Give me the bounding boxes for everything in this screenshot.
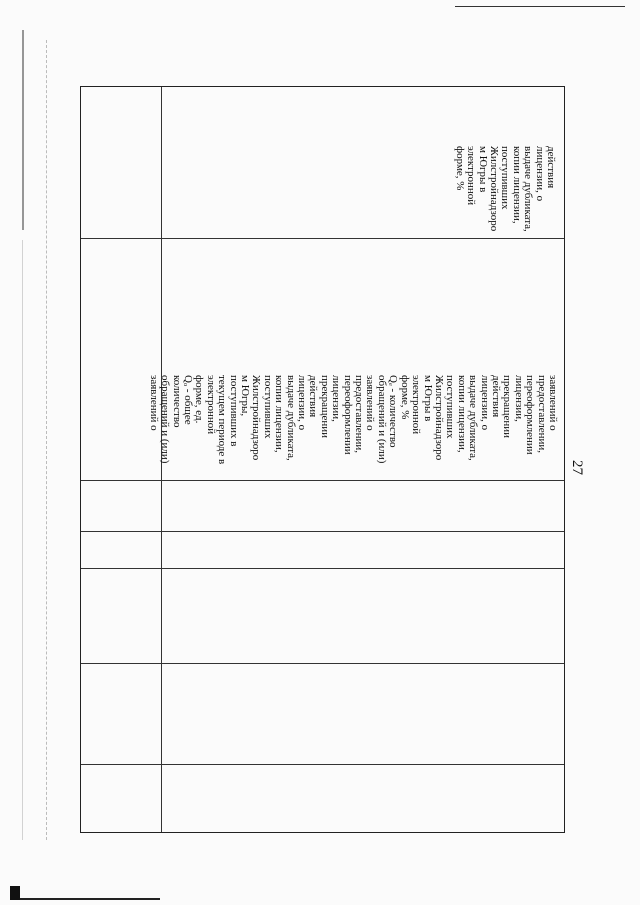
table-cell-formula-description (147, 375, 558, 464)
cell-text-line: копии лицензии, (273, 375, 286, 453)
cell-text-line: м Югры, (239, 375, 252, 417)
cell-text-line: обращений и (или) (159, 375, 172, 464)
page-number: 27 (569, 460, 585, 475)
cell-text-line: электронной (465, 146, 478, 206)
cell-text-line: заявлений о (547, 375, 559, 431)
cell-text-line: выдаче дубликата, (522, 146, 535, 232)
cell-text-line: Qₒ - общее (182, 375, 194, 425)
table-row-divider (81, 531, 564, 532)
table-row-divider (81, 480, 564, 481)
cell-text-line: м Югры в (421, 375, 434, 422)
scan-artifact-dashed (46, 40, 48, 840)
table-row-divider (81, 663, 564, 664)
table-cell-indicator-name (453, 146, 556, 232)
cell-text-line: выдаче дубликата, (467, 375, 480, 461)
cell-text-line: предоставлении, (535, 375, 548, 454)
cell-text-line: заявлений о (147, 375, 160, 431)
cell-text-line: переоформлении (524, 375, 537, 455)
cell-text-line: выдаче дубликата, (284, 375, 297, 461)
cell-text-line: поступивших (444, 375, 457, 439)
cell-text-line: форме, % (453, 146, 466, 191)
cell-text-line: Жилстройнадзоро (487, 146, 500, 232)
table-row-divider (81, 764, 564, 765)
cell-text-line: действия (489, 375, 502, 418)
table-row-divider (81, 568, 564, 569)
cell-text-line: форме, % (398, 375, 411, 420)
cell-text-line: лицензии, (512, 375, 525, 422)
cell-text-line: количество (170, 375, 183, 428)
cell-text-line: прекращении (501, 375, 514, 439)
cell-text-line: действия (545, 146, 557, 189)
cell-text-line: переоформлении (341, 375, 354, 455)
scan-artifact-left (22, 30, 24, 230)
cell-text-line: лицензии, о (296, 375, 309, 431)
cell-text-line: заявлений о (364, 375, 377, 431)
cell-text-line: лицензии, о (533, 146, 546, 202)
cell-text-line: обращений и (или) (375, 375, 388, 464)
scan-artifact-bottom-line (20, 898, 160, 900)
cell-text-line: копии лицензии, (455, 375, 468, 453)
cell-text-line: лицензии, (330, 375, 343, 422)
cell-text-line: прекращении (318, 375, 331, 439)
cell-text-line: лицензии, о (478, 375, 491, 431)
cell-text-line: текущем периоде в (216, 375, 229, 465)
cell-text-line: действия (307, 375, 320, 418)
cell-text-line: электронной (410, 375, 423, 435)
cell-text-line: копии лицензии, (510, 146, 523, 224)
cell-text-line: электронной (204, 375, 217, 435)
scan-artifact-top (455, 6, 625, 7)
cell-text-line: м Югры в (476, 146, 489, 193)
cell-text-line: поступивших (261, 375, 274, 439)
scan-artifact-bottom-block (10, 886, 20, 900)
cell-text-line: предоставлении, (353, 375, 366, 454)
cell-text-line: Qₑ - количество (387, 375, 400, 448)
cell-text-line: Жилстройнадзоро (432, 375, 445, 461)
cell-text-line: форме, ед. (193, 375, 206, 424)
scan-artifact-left-faint (22, 240, 23, 840)
table-row-divider (81, 238, 564, 239)
cell-text-line: поступивших (499, 146, 512, 210)
cell-text-line: Жилстройнадзоро (250, 375, 263, 461)
cell-text-line: поступивших в (227, 375, 240, 447)
